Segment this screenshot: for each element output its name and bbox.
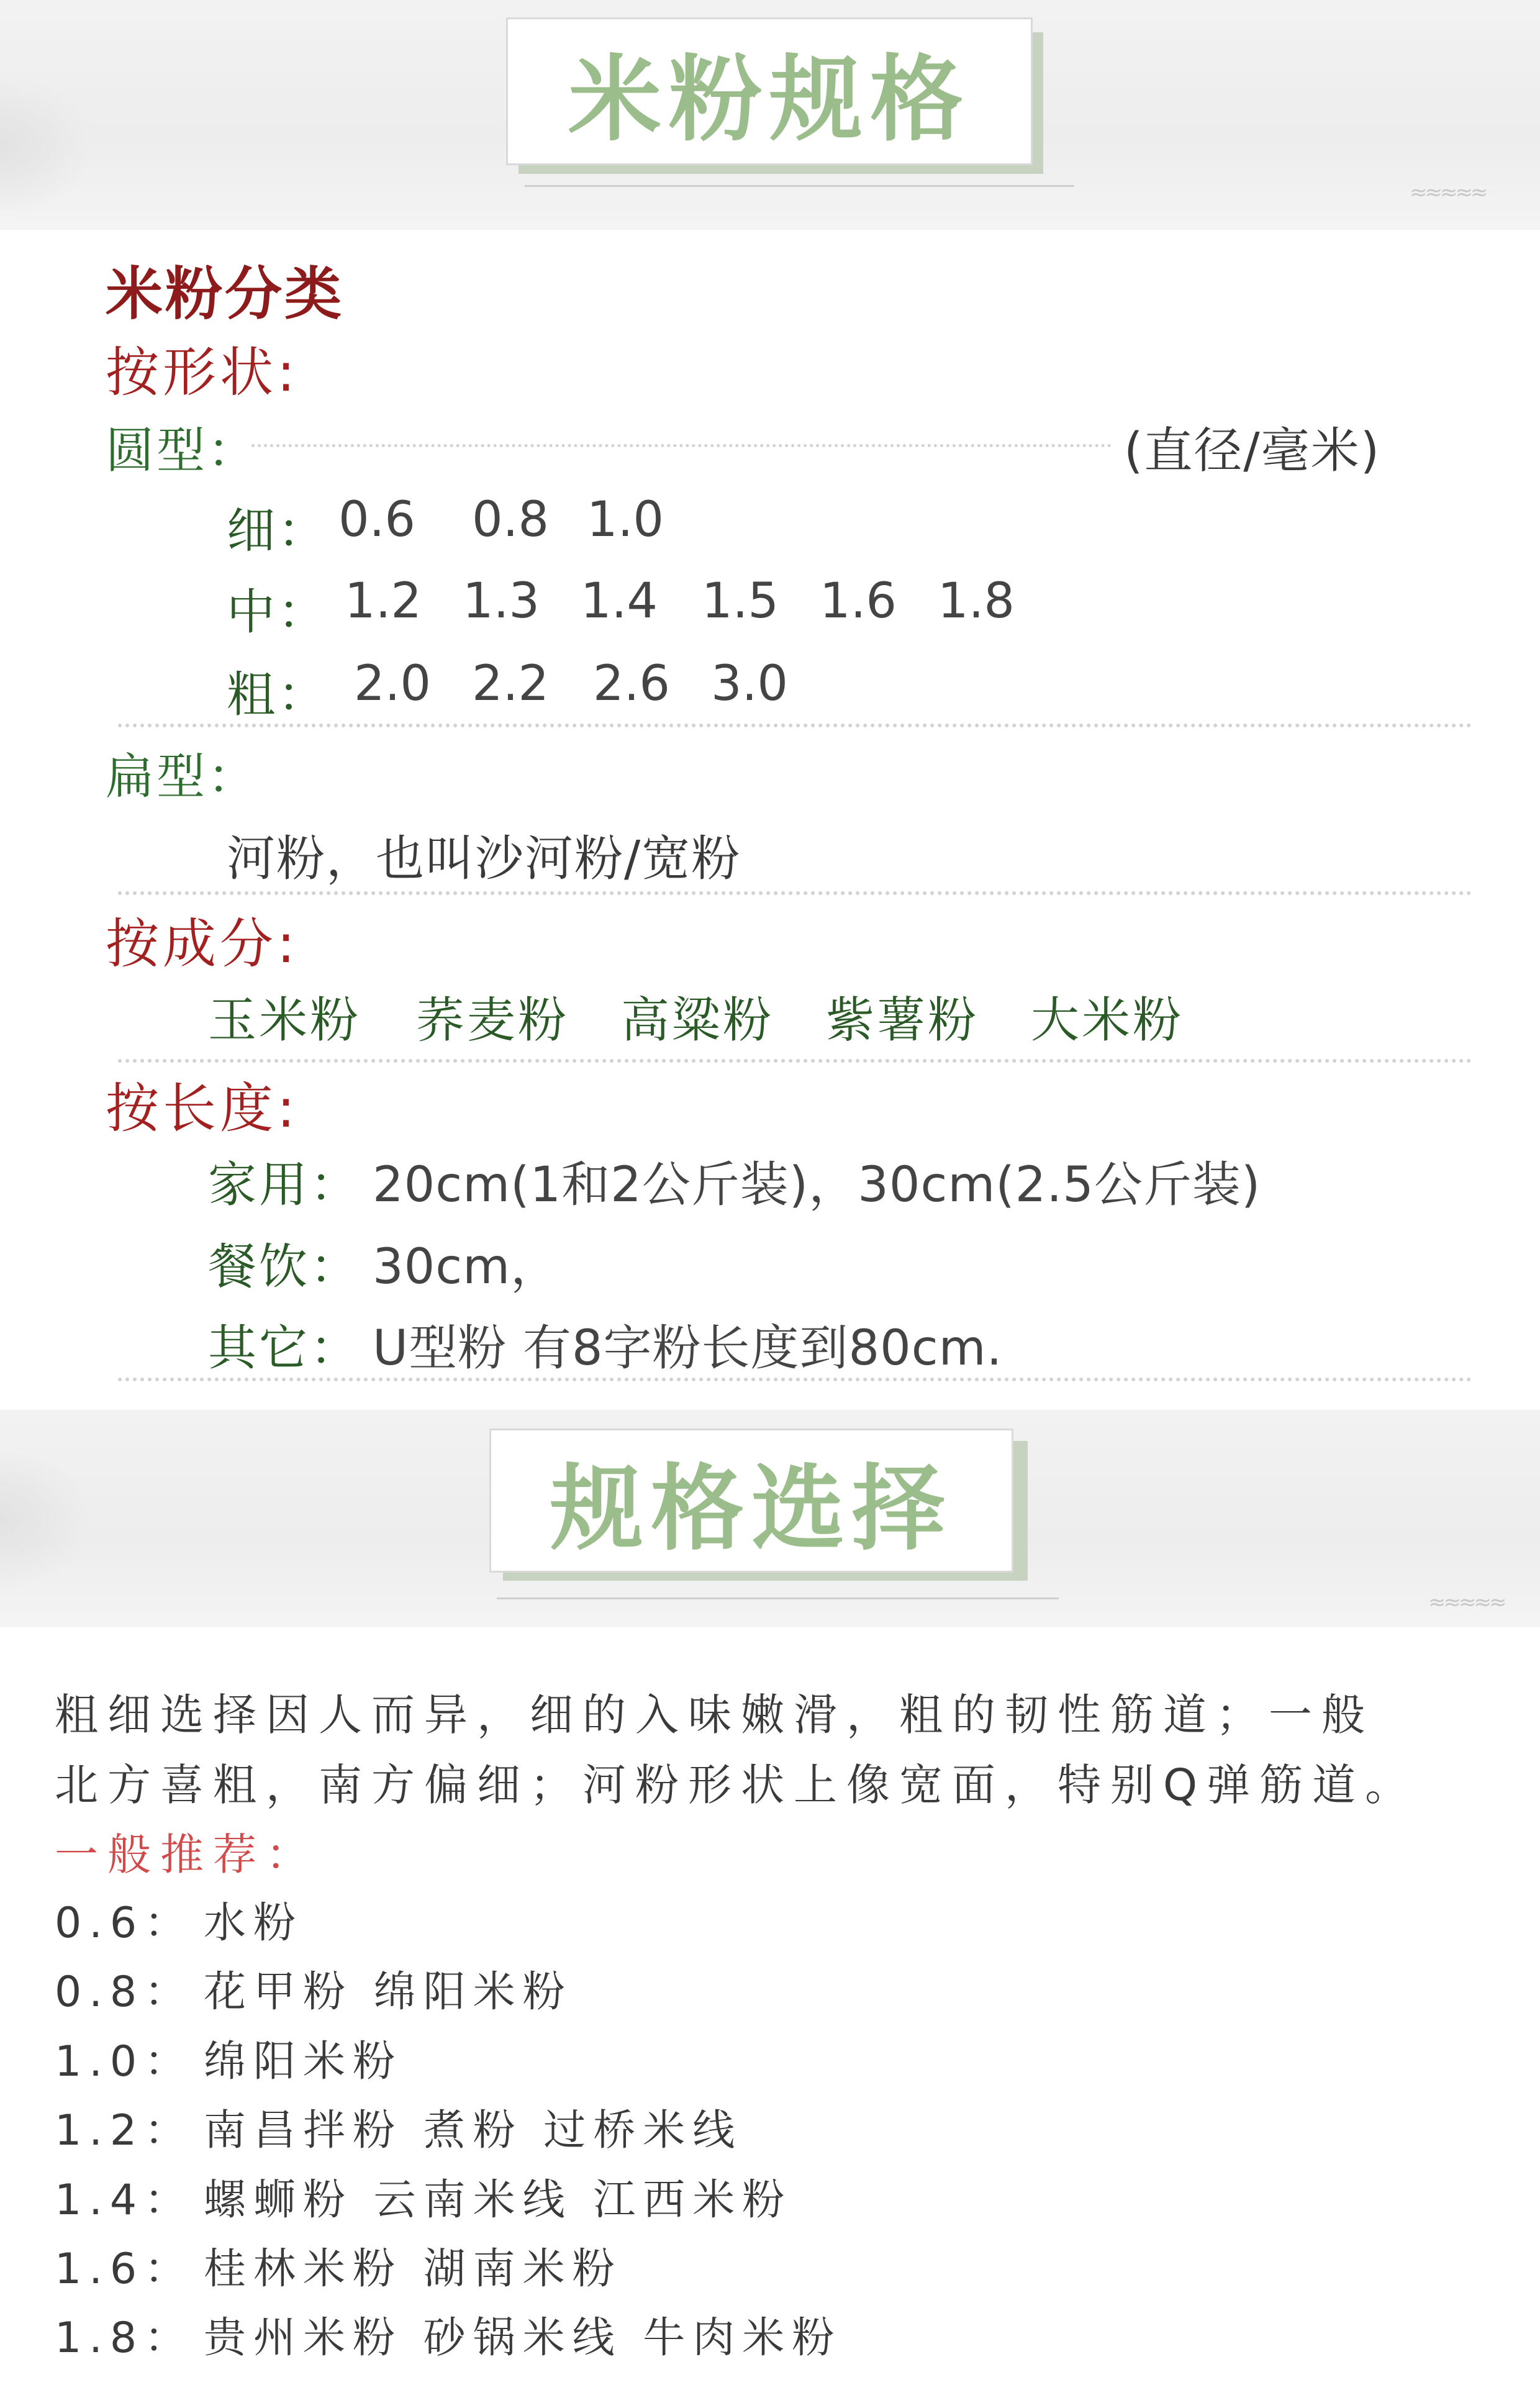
section-header-band — [0, 0, 1540, 230]
selection-paragraph-line-1: 粗细选择因人而异，细的入味嫩滑，粗的韧性筋道；一般 — [55, 1689, 1374, 1740]
size-medium-label: 中： — [227, 584, 329, 640]
recommend-size: 1.2： — [55, 2106, 194, 2155]
dotted-divider — [118, 724, 1472, 727]
dotted-divider — [118, 1059, 1472, 1063]
recommend-row — [55, 2235, 622, 2296]
dotted-divider — [118, 891, 1472, 895]
section-title-box — [489, 1429, 1013, 1573]
dotted-leader — [251, 444, 1112, 447]
ingredient-item: 大米粉 — [1031, 993, 1184, 1048]
size-value: 1.8 — [938, 573, 1015, 629]
section-title: 米粉规格 — [568, 46, 971, 154]
recommend-title: 一般推荐： — [55, 1829, 319, 1880]
size-value: 2.2 — [472, 656, 550, 712]
size-value: 0.6 — [338, 492, 416, 548]
recommend-size: 1.4： — [55, 2176, 194, 2225]
ingredient-item: 玉米粉 — [208, 993, 361, 1048]
selection-paragraph-line-2: 北方喜粗，南方偏细；河粉形状上像宽面，特别Q弹筋道。 — [55, 1760, 1418, 1810]
recommend-row — [55, 2097, 742, 2157]
length-other-value: U型粉 有8字粉长度到80cm. — [373, 1320, 1003, 1376]
flat-type-desc: 河粉，也叫沙河粉/宽粉 — [227, 831, 741, 887]
flat-type-label: 扁型： — [106, 749, 259, 805]
recommend-size: 1.6： — [55, 2245, 194, 2294]
round-type-label: 圆型： — [106, 423, 259, 479]
recommend-items: 桂林米粉 湖南米粉 — [204, 2245, 622, 2294]
by-shape-label: 按形状: — [106, 342, 299, 404]
recommend-size: 1.0： — [55, 2037, 194, 2086]
length-catering-label: 餐饮： — [208, 1239, 361, 1295]
length-catering-value: 30cm， — [373, 1239, 560, 1295]
by-length-label: 按长度: — [106, 1078, 299, 1140]
wave-decoration-icon: ≈≈≈≈≈ — [1410, 180, 1486, 205]
size-value: 2.0 — [354, 656, 432, 712]
ingredient-item: 高粱粉 — [621, 993, 774, 1048]
section-header-band — [0, 1410, 1540, 1627]
classification-card — [12, 230, 1528, 1410]
background-decoration — [0, 75, 93, 217]
size-value: 1.4 — [581, 573, 658, 629]
recommend-row — [55, 2028, 402, 2088]
background-decoration — [0, 1447, 93, 1590]
ingredient-item: 紫薯粉 — [826, 993, 979, 1048]
title-underline — [497, 1597, 1059, 1599]
by-ingredient-label: 按成分: — [106, 913, 299, 975]
size-fine-label: 细： — [227, 503, 329, 559]
recommend-row — [55, 1958, 573, 2019]
recommend-items: 水粉 — [204, 1899, 304, 1948]
length-other-label: 其它： — [208, 1320, 361, 1376]
recommend-row — [55, 2166, 792, 2227]
size-thick-label: 粗： — [227, 667, 329, 723]
recommend-size: 1.8： — [55, 2314, 194, 2363]
recommend-size: 0.8： — [55, 1968, 194, 2017]
unit-note: (直径/毫米) — [1124, 423, 1381, 479]
recommend-items: 绵阳米粉 — [204, 2037, 403, 2086]
size-value: 2.6 — [593, 656, 671, 712]
size-value: 1.3 — [463, 573, 540, 629]
size-value: 1.0 — [587, 492, 664, 548]
size-value: 0.8 — [472, 492, 550, 548]
ingredient-item: 荞麦粉 — [416, 993, 569, 1048]
size-value: 1.6 — [820, 573, 897, 629]
length-home-value: 20cm(1和2公斤装)，30cm(2.5公斤装) — [373, 1157, 1261, 1213]
dotted-divider — [118, 1378, 1472, 1381]
recommend-items: 南昌拌粉 煮粉 过桥米线 — [204, 2106, 743, 2155]
section-title: 规格选择 — [550, 1455, 953, 1563]
classification-heading: 米粉分类 — [106, 261, 345, 327]
recommend-size: 0.6： — [55, 1899, 194, 1948]
recommend-items: 花甲粉 绵阳米粉 — [204, 1968, 573, 2017]
recommend-row — [55, 1889, 303, 1950]
size-value: 1.2 — [345, 573, 422, 629]
recommend-items: 螺蛳粉 云南米线 江西米粉 — [204, 2176, 792, 2225]
size-value: 3.0 — [711, 656, 789, 712]
wave-decoration-icon: ≈≈≈≈≈ — [1428, 1590, 1505, 1615]
recommend-row — [55, 2304, 841, 2365]
recommend-items: 贵州米粉 砂锅米线 牛肉米粉 — [204, 2314, 842, 2363]
size-value: 1.5 — [702, 573, 779, 629]
title-underline — [525, 185, 1074, 187]
section-title-box — [506, 17, 1033, 165]
length-home-label: 家用： — [208, 1157, 361, 1213]
